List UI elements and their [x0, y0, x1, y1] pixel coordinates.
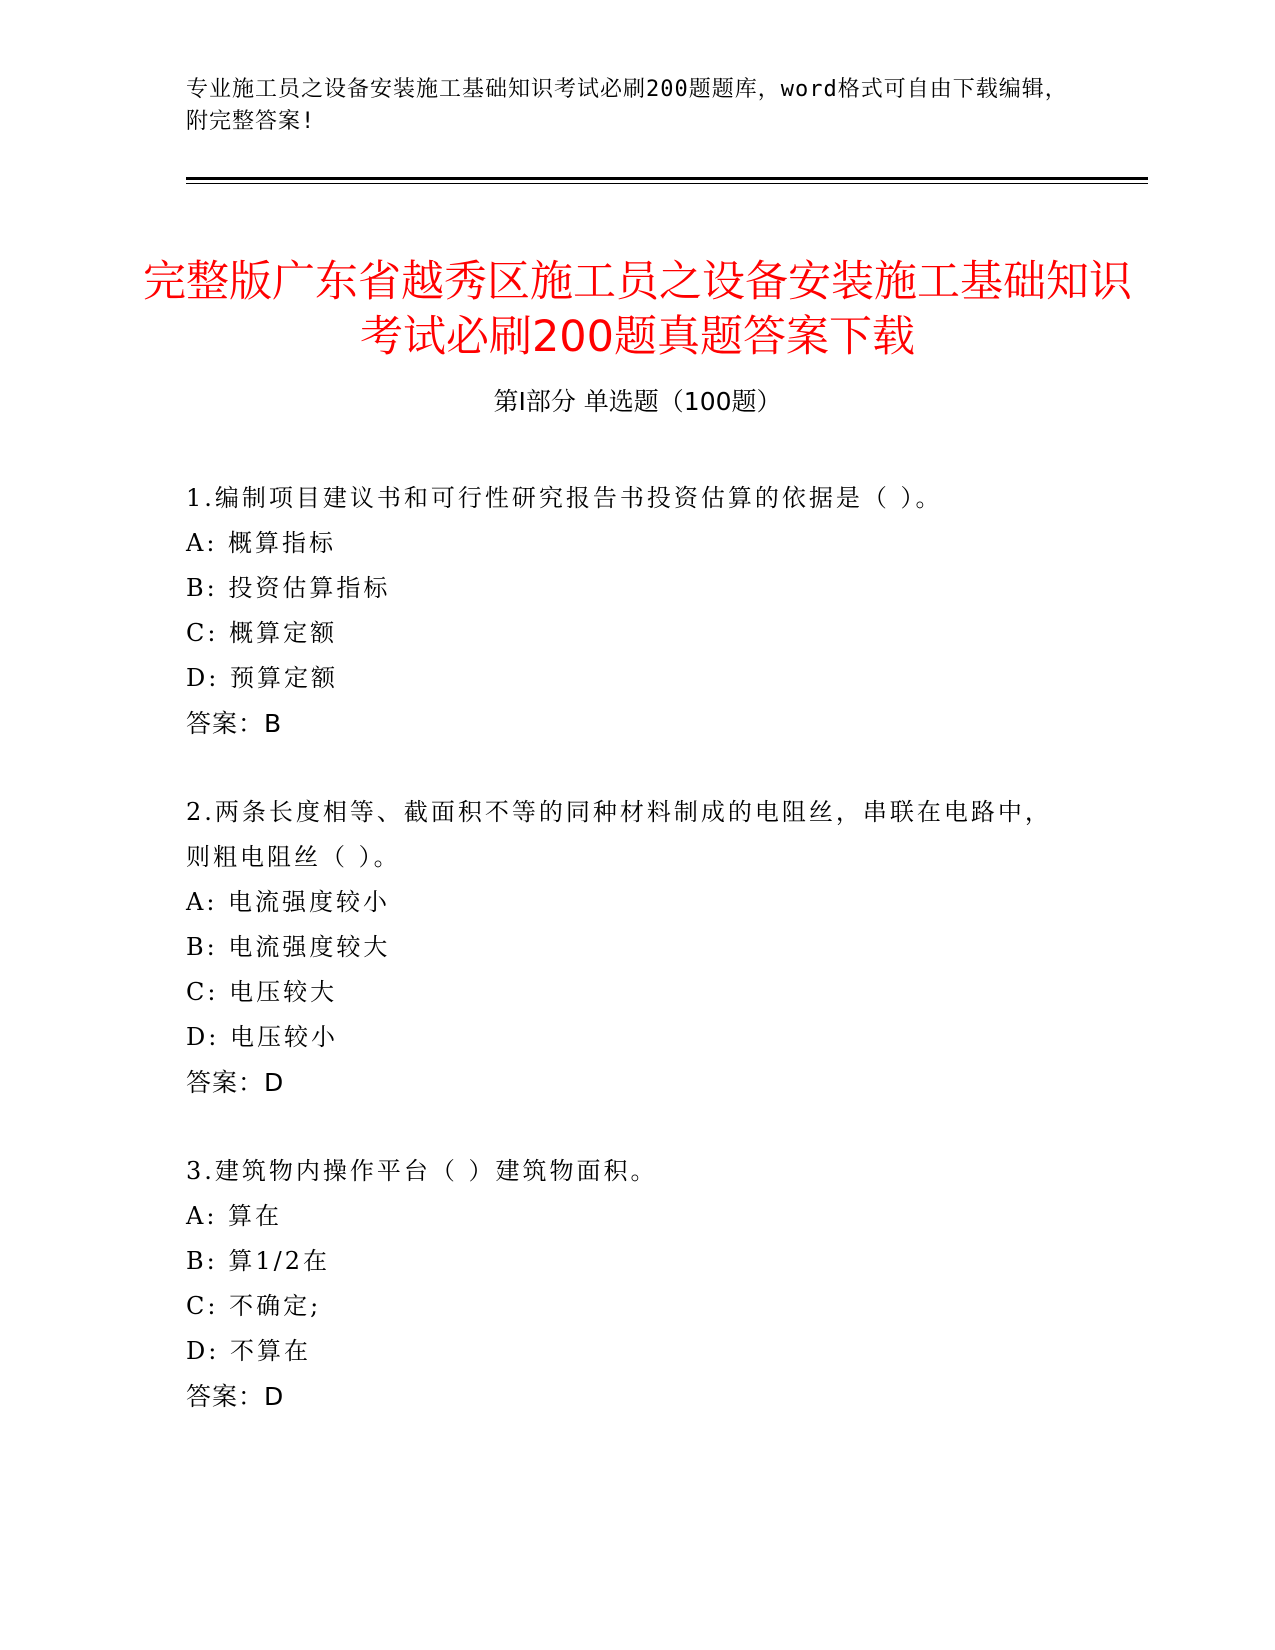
option-b: B: 算1/2在	[186, 1247, 330, 1275]
option-b: B: 电流强度较大	[186, 933, 391, 961]
option-d: D: 预算定额	[186, 664, 338, 692]
document-title: 完整版广东省越秀区施工员之设备安装施工基础知识考试必刷200题真题答案下载	[143, 256, 1132, 362]
option-a: A: 概算指标	[186, 529, 337, 557]
question-stem: 3.建筑物内操作平台（ ）建筑物面积。	[186, 1157, 658, 1185]
question-1	[186, 476, 1066, 746]
answer: 答案：D	[186, 1068, 285, 1097]
option-d: D: 电压较小	[186, 1023, 338, 1051]
section-heading: 第I部分 单选题（100题）	[493, 387, 782, 416]
option-a: A: 算在	[186, 1202, 283, 1230]
header-divider-thin	[186, 183, 1148, 184]
option-b: B: 投资估算指标	[186, 574, 391, 602]
header-divider-thick	[186, 177, 1148, 180]
option-c: C: 不确定;	[186, 1292, 322, 1320]
question-2	[186, 790, 1066, 1105]
answer: 答案：D	[186, 1382, 285, 1411]
option-d: D: 不算在	[186, 1337, 311, 1365]
question-list	[186, 476, 1066, 1463]
answer: 答案：B	[186, 709, 283, 738]
header-note: 专业施工员之设备安装施工基础知识考试必刷200题题库，word格式可自由下载编辑，附完整答案!	[186, 77, 1068, 134]
question-stem: 1.编制项目建议书和可行性研究报告书投资估算的依据是（ ）。	[186, 484, 943, 512]
option-a: A: 电流强度较小	[186, 888, 391, 916]
question-stem: 2.两条长度相等、截面积不等的同种材料制成的电阻丝，串联在电路中，则粗电阻丝（ ）。	[186, 798, 1052, 871]
option-c: C: 概算定额	[186, 619, 338, 647]
option-c: C: 电压较大	[186, 978, 338, 1006]
question-3	[186, 1149, 1066, 1419]
